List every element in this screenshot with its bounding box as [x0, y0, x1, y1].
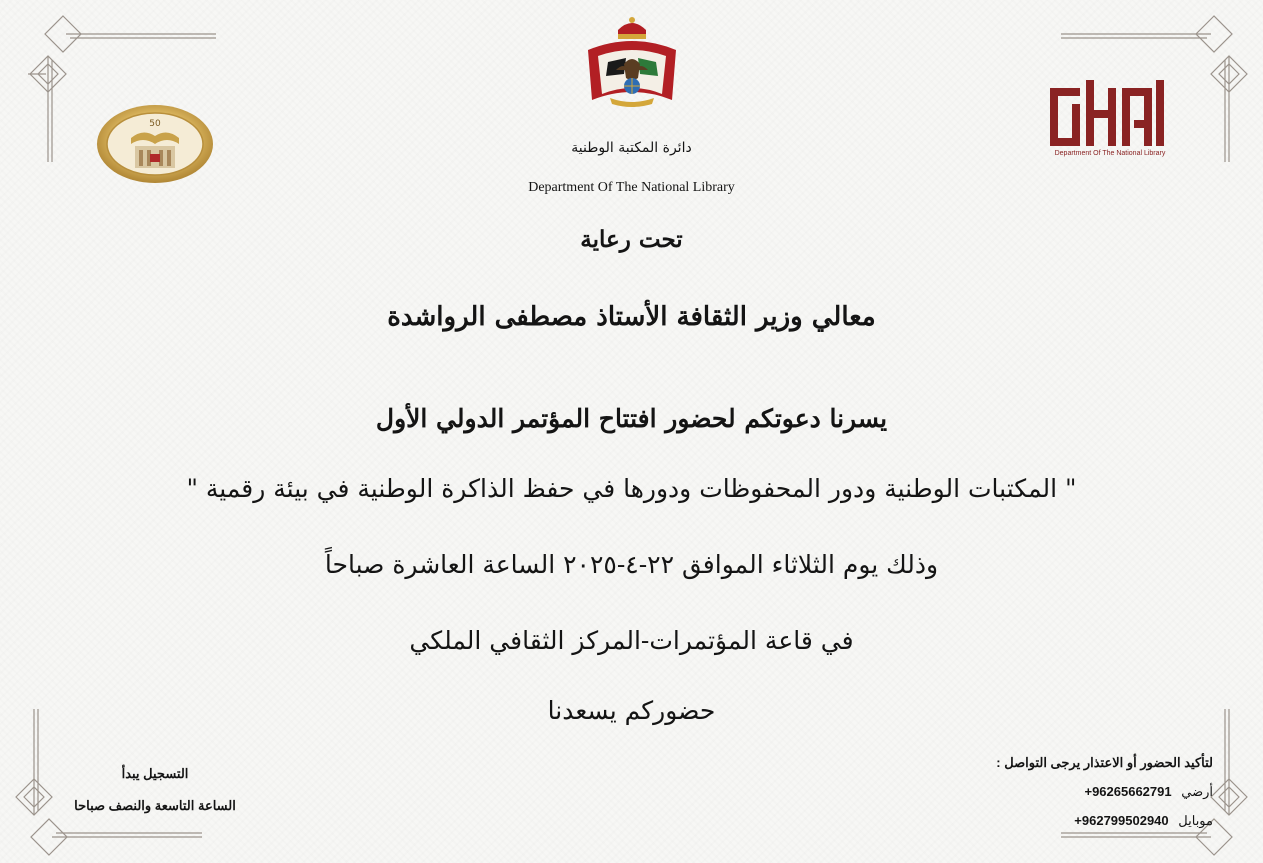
mobile-label: موبايل	[1178, 813, 1213, 828]
mobile-number[interactable]: +962799502940	[1074, 813, 1169, 828]
event-venue: في قاعة المؤتمرات-المركز الثقافي الملكي	[409, 626, 854, 655]
landline-row	[923, 781, 1213, 810]
contact-info	[923, 752, 1213, 839]
coat-of-arms-icon	[580, 12, 684, 112]
registration-info	[40, 758, 270, 822]
registration-title: التسجيل يبدأ	[121, 766, 189, 781]
department-name-ar: دائرة المكتبة الوطنية	[571, 140, 692, 156]
mobile-row	[923, 810, 1213, 839]
contact-heading: لتأكيد الحضور أو الاعتذار يرجى التواصل :	[996, 755, 1213, 770]
minister-name: معالي وزير الثقافة الأستاذ مصطفى الرواشدة	[387, 302, 876, 332]
registration-time: الساعة التاسعة والنصف صباحا	[74, 798, 236, 813]
department-name-en: Department Of The National Library	[528, 180, 735, 195]
invitation-line: يسرنا دعوتكم لحضور افتتاح المؤتمر الدولي الأول	[375, 404, 888, 433]
landline-label: أرضي	[1181, 784, 1213, 799]
library-logo-caption: Department Of The National Library	[1054, 150, 1166, 157]
patronage-heading: تحت رعاية	[580, 226, 683, 253]
closing-line: حضوركم يسعدنا	[547, 696, 716, 725]
event-date-time: وذلك يوم الثلاثاء الموافق ٢٢-٤-٢٠٢٥ الساعة العاشرة صباحاً	[324, 550, 939, 579]
svg-text:50: 50	[149, 119, 161, 129]
landline-number[interactable]: +96265662791	[1084, 784, 1172, 799]
conference-topic: " المكتبات الوطنية ودور المحفوظات ودورها في حفظ الذاكرة الوطنية في بيئة رقمية "	[186, 474, 1077, 503]
